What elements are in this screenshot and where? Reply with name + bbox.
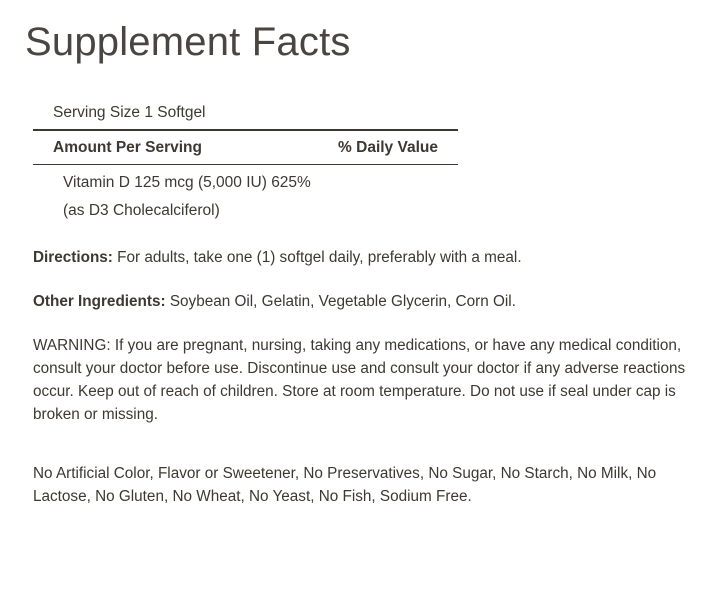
directions-text: For adults, take one (1) softgel daily, preferably with a meal. (112, 249, 522, 266)
other-ingredients-text: Soybean Oil, Gelatin, Vegetable Glycerin, Corn Oil. (165, 293, 516, 311)
warning-paragraph: WARNING: If you are pregnant, nursing, taking any medications, or have any medical condition, consult your doctor before use. Discontinue use and consult your doctor if any adverse reactions occur. Keep out of reach of children. Store at room temperature. Do not use if seal under cap is broken or missing. (33, 337, 686, 424)
free-of-claims-paragraph: No Artificial Color, Flavor or Sweetener, No Preservatives, No Sugar, No Starch, No Milk, No Lactose, No Gluten, No Wheat, No Yeast, No Fish, Sodium Free. (33, 465, 657, 506)
directions-paragraph (33, 247, 713, 269)
amount-per-serving-header: Amount Per Serving (53, 139, 202, 156)
table-header-row (33, 131, 458, 164)
supplement-facts-panel (0, 18, 724, 604)
other-ingredients-label: Other Ingredients: (33, 293, 166, 311)
other-ingredients-paragraph (33, 291, 713, 313)
serving-size-text: Serving Size 1 Softgel (53, 104, 206, 121)
daily-value-header: % Daily Value (338, 139, 438, 156)
table-row: Vitamin D 125 mcg (5,000 IU) 625% (63, 174, 311, 191)
directions-label: Directions: (33, 249, 113, 266)
table-row: (as D3 Cholecalciferol) (63, 202, 220, 219)
page-title: Supplement Facts (25, 20, 351, 64)
supplement-facts-table (33, 104, 458, 220)
